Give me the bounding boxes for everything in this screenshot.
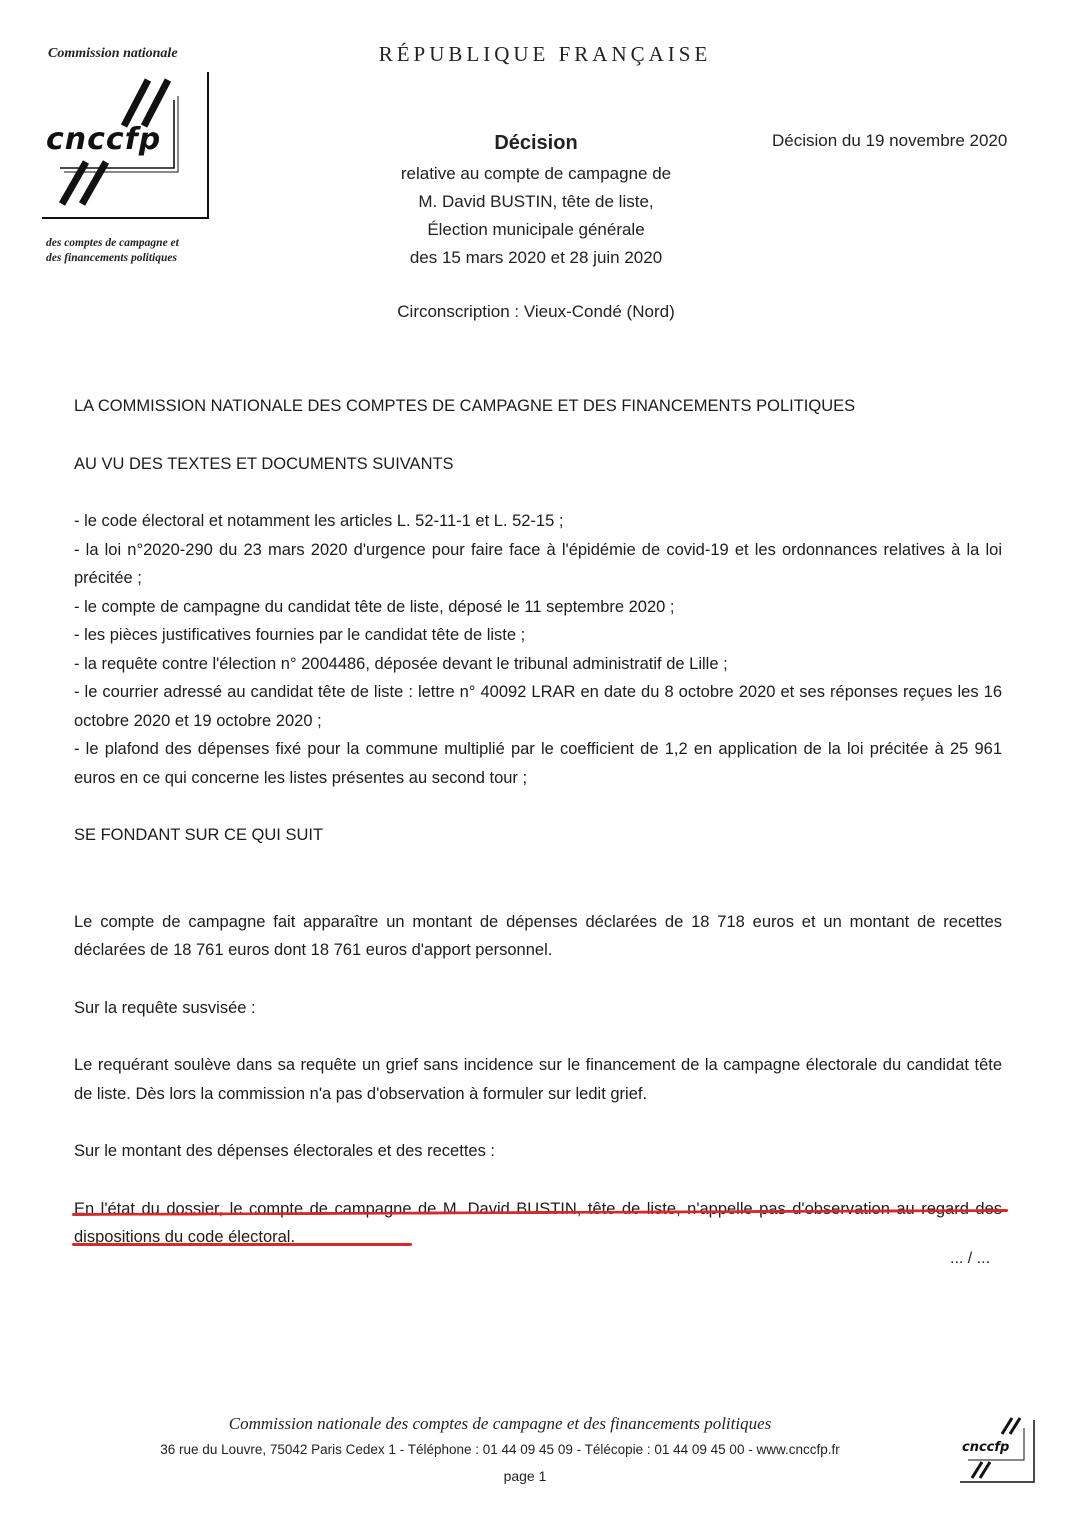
paragraph-compte: Le compte de campagne fait apparaître un montant de dépenses déclarées de 18 718 euros et un montant de recettes déclarées de 18 761 euros dont 18 761 euros d'apport personnel. xyxy=(74,912,1002,959)
list-item: - les pièces justificatives fournies par le candidat tête de liste ; xyxy=(74,626,526,644)
logo-acronym: cnccfp xyxy=(46,122,162,157)
subheading-requete: Sur la requête susvisée : xyxy=(74,998,256,1017)
list-item: - le compte de campagne du candidat tête de liste, déposé le 11 septembre 2020 ; xyxy=(74,597,675,616)
footer-logo-acronym: cnccfp xyxy=(962,1440,1010,1455)
subtitle-line: relative au compte de campagne de xyxy=(400,164,672,183)
heading-fondant: SE FONDANT SUR CE QUI SUIT xyxy=(74,826,324,844)
subtitle-line: M. David BUSTIN, tête de liste, xyxy=(418,192,654,211)
cnccfp-logo xyxy=(40,44,220,274)
subtitle-line: des 15 mars 2020 et 28 juin 2020 xyxy=(409,248,663,267)
heading-commission: LA COMMISSION NATIONALE DES COMPTES DE CAMPAGNE ET DES FINANCEMENTS POLITIQUES xyxy=(74,397,856,415)
heading-vu: AU VU DES TEXTES ET DOCUMENTS SUIVANTS xyxy=(74,454,454,473)
subtitle-line: Élection municipale générale xyxy=(427,220,645,239)
logo-sub-line-2: des financements politiques xyxy=(46,252,177,264)
paragraph-requete: Le requérant soulève dans sa requête un grief sans incidence sur le financement de la campagne électorale du candidat tête de liste. Dès lors la commission n'a pas d'observation à formuler sur ledit grief. xyxy=(74,1056,1002,1103)
continuation-mark: ... / ... xyxy=(950,1250,991,1267)
page-number: page 1 xyxy=(503,1468,547,1484)
logo-sub-label xyxy=(46,236,216,266)
paragraph-conclusion: En l'état du dossier, le compte de campagne de M. David BUSTIN, tête de liste, n'appelle pas d'observation au regard des dispositions du code électoral. xyxy=(74,1199,1002,1246)
republique-francaise-header: RÉPUBLIQUE FRANÇAISE xyxy=(378,42,712,66)
red-underline-annotation xyxy=(72,1243,412,1246)
logo-sub-line-1: des comptes de campagne et xyxy=(46,237,179,249)
footer-logo xyxy=(958,1416,1038,1486)
spacer xyxy=(74,879,1002,908)
list-item: - le courrier adressé au candidat tête de liste : lettre n° 40092 LRAR en date du 8 octobre 2020 et ses réponses reçues les 16 octobre 2020 et 19 octobre 2020 ; xyxy=(74,683,1002,730)
decision-body xyxy=(74,392,1002,1252)
circonscription: Circonscription : Vieux-Condé (Nord) xyxy=(397,302,675,321)
list-item: - le code électoral et notamment les articles L. 52-11-1 et L. 52-15 ; xyxy=(74,512,564,530)
list-item: - le plafond des dépenses fixé pour la commune multiplié par le coefficient de 1,2 en application de la loi précitée à 25 961 euros en ce qui concerne les listes présentes au second tour ; xyxy=(74,740,1002,787)
list-item: - la loi n°2020-290 du 23 mars 2020 d'urgence pour faire face à l'épidémie de covid-19 et les ordonnances relatives à la loi précitée ; xyxy=(74,540,1002,587)
decision-title-block xyxy=(336,128,736,272)
vu-list xyxy=(74,507,1002,792)
footer-title: Commission nationale des comptes de campagne et des financements politiques xyxy=(228,1414,772,1433)
decision-title: Décision xyxy=(494,132,578,154)
list-item: - la requête contre l'élection n° 2004486, déposée devant le tribunal administratif de Lille ; xyxy=(74,654,728,673)
logo-top-label: Commission nationale xyxy=(48,46,178,61)
subheading-montant: Sur le montant des dépenses électorales et des recettes : xyxy=(74,1142,495,1160)
footer-address: 36 rue du Louvre, 75042 Paris Cedex 1 - Téléphone : 01 44 09 45 09 - Télécopie : 01 44 09 45 00 - www.cnccfp.fr xyxy=(160,1442,840,1457)
decision-date: Décision du 19 novembre 2020 xyxy=(772,131,1008,150)
